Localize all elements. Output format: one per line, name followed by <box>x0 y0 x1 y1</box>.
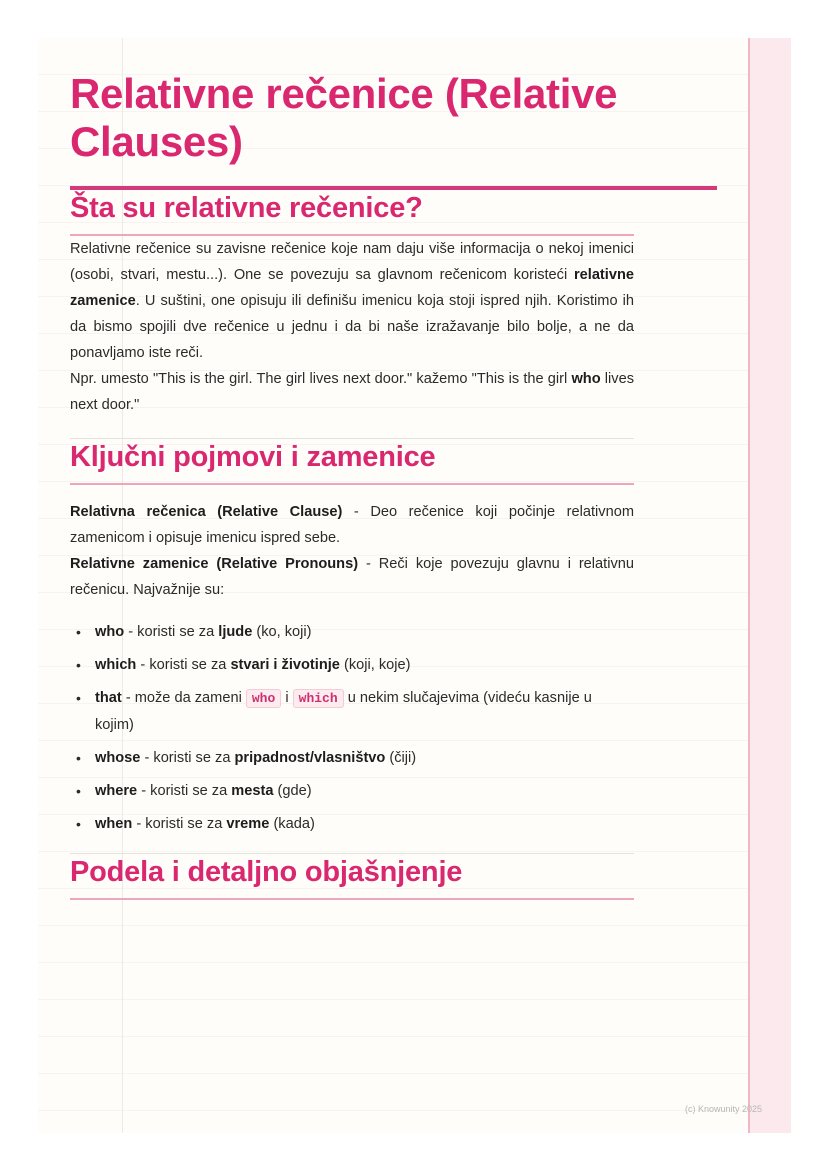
text-run: (čiji) <box>385 750 417 766</box>
text-run: - koristi se za <box>132 816 227 832</box>
section-heading-key-terms: Ključni pojmovi i zamenice <box>70 439 634 485</box>
text-run: - može da zameni <box>121 690 246 706</box>
text-run: (ko, koji) <box>252 624 312 640</box>
bullet-icon: • <box>76 750 81 766</box>
inline-code-which: which <box>293 689 344 708</box>
bold-term: relativne zamenice <box>70 267 634 309</box>
bullet-icon: • <box>76 783 81 799</box>
pronoun-term: when <box>95 816 133 832</box>
text-run: - koristi se za <box>137 783 232 799</box>
text-run: . U suštini, one opisuju ili definišu imenicu koja stoji ispred njih. Koristimo ih da bismo spojili dve rečenice u jednu i da bi naše izražavanje bilo bolje, a ne da ponavljamo iste reči. <box>70 293 634 361</box>
usage-key: vreme <box>226 816 270 832</box>
text-run: (kada) <box>269 816 315 832</box>
usage-key: ljude <box>218 624 253 640</box>
right-margin-strip <box>748 38 791 1133</box>
paragraph-relative-clause-term <box>70 499 634 551</box>
list-item-whose <box>70 745 634 771</box>
pronoun-term: whose <box>95 750 141 766</box>
list-item-where <box>70 778 634 804</box>
bullet-icon: • <box>76 624 81 640</box>
inline-code-who: who <box>246 689 281 708</box>
text-run: Npr. umesto "This is the girl. The girl lives next door." kažemo "This is the girl <box>70 371 572 387</box>
text-run: - koristi se za <box>124 624 219 640</box>
paragraph-relative-pronouns-term <box>70 551 634 603</box>
text-run: - koristi se za <box>136 657 231 673</box>
pronoun-term: where <box>95 783 138 799</box>
section-heading-what-are-relative-clauses: Šta su relativne rečenice? <box>70 190 634 236</box>
text-run: - Reči koje povezuju glavnu i relativnu rečenicu. Najvažnije su: <box>70 556 634 598</box>
usage-key: pripadnost/vlasništvo <box>234 750 386 766</box>
text-run: - Deo rečenice koji počinje relativnom zamenicom i opisuje imenicu ispred sebe. <box>70 504 634 546</box>
text-run: lives next door." <box>70 371 634 413</box>
paragraph-example <box>70 366 634 418</box>
bullet-icon: • <box>76 657 81 673</box>
text-run: u nekim slučajevima (videću kasnije u kojim) <box>95 690 592 733</box>
pronoun-list <box>70 619 634 837</box>
text-run: (koji, koje) <box>339 657 411 673</box>
bold-term: who <box>571 371 601 387</box>
text-run: - koristi se za <box>140 750 235 766</box>
list-item-who <box>70 619 634 645</box>
text-run: i <box>281 690 293 706</box>
document-content <box>70 70 718 900</box>
text-run: (gde) <box>273 783 312 799</box>
paragraph-definition <box>70 236 634 366</box>
pronoun-term: who <box>95 624 125 640</box>
pronoun-term: which <box>95 657 137 673</box>
list-item-which <box>70 652 634 678</box>
text-run: Relativne rečenice su zavisne rečenice koje nam daju više informacija o nekoj imenici (osobi, stvari, mestu...). One se povezuju sa glavnom rečenicom koristeći <box>70 241 634 283</box>
pronoun-term: that <box>95 690 122 706</box>
list-item-when <box>70 811 634 837</box>
usage-key: mesta <box>231 783 274 799</box>
bullet-icon: • <box>76 816 81 832</box>
page-title: Relativne rečenice (Relative Clauses) <box>70 70 717 190</box>
bullet-icon: • <box>76 690 81 706</box>
bold-term: Relativna rečenica (Relative Clause) <box>70 504 343 520</box>
section-heading-breakdown: Podela i detaljno objašnjenje <box>70 854 634 900</box>
copyright-footer: (c) Knowunity 2025 <box>685 1104 763 1114</box>
usage-key: stvari i životinje <box>230 657 340 673</box>
list-item-that <box>70 685 634 738</box>
bold-term: Relativne zamenice (Relative Pronouns) <box>70 556 359 572</box>
